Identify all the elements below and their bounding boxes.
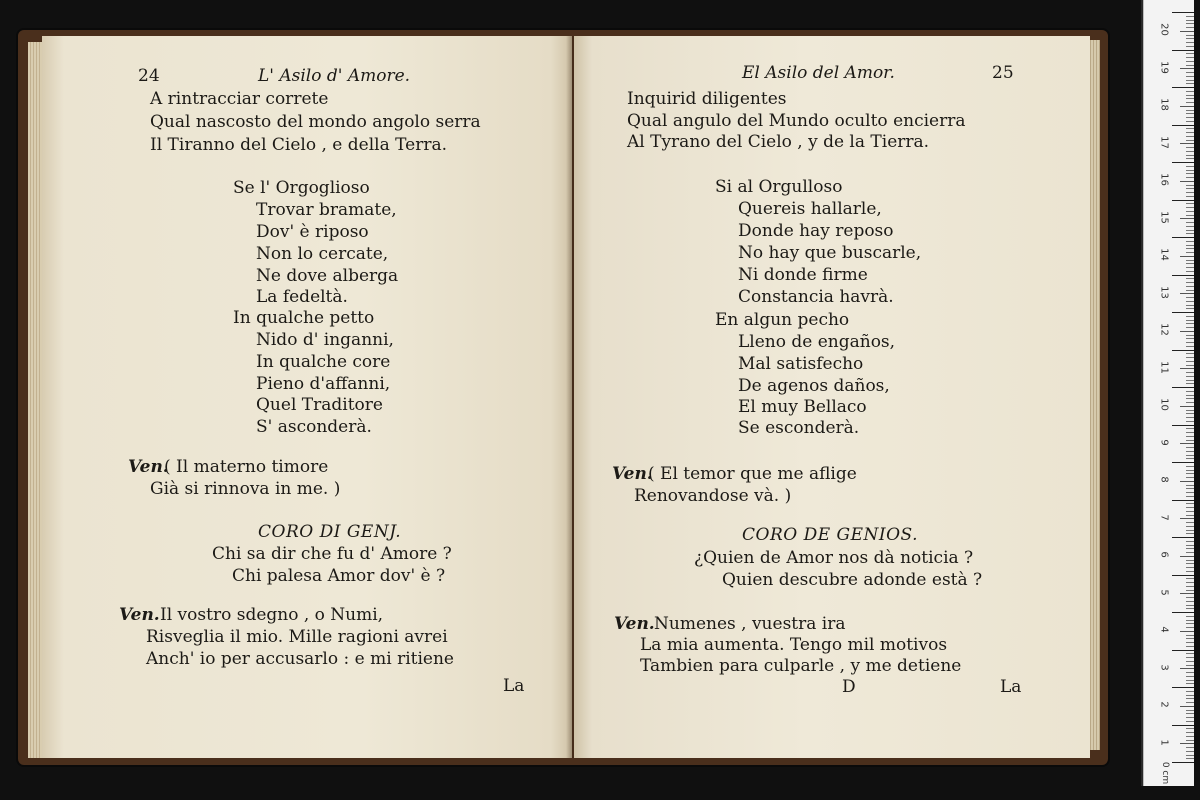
ruler-tick [1186, 110, 1194, 111]
right-page-number: 25 [992, 63, 1014, 83]
ruler-tick [1186, 383, 1194, 384]
ruler-tick [1180, 743, 1194, 744]
ruler-tick [1186, 530, 1194, 531]
ruler-tick [1186, 211, 1194, 212]
ruler-tick [1186, 526, 1194, 527]
ruler-tick [1186, 605, 1194, 606]
ruler-tick [1186, 601, 1194, 602]
ruler-number: 1 [1158, 738, 1170, 746]
ruler-number: 9 [1158, 438, 1170, 446]
ruler-number: 2 [1158, 701, 1170, 708]
ruler-tick [1172, 275, 1194, 276]
ruler-tick [1186, 698, 1194, 699]
ruler-tick [1186, 361, 1194, 362]
ruler-tick [1186, 590, 1194, 591]
verse-line: Lleno de engaños, [738, 332, 896, 352]
ruler-tick [1172, 87, 1194, 88]
ruler-tick [1186, 672, 1194, 673]
ruler-tick [1186, 695, 1194, 696]
ruler-tick [1186, 676, 1194, 677]
verse-line: La fedeltà. [256, 287, 348, 307]
ruler-tick [1186, 140, 1194, 141]
verse-line: Nido d' inganni, [256, 330, 394, 350]
ruler-tick [1186, 380, 1194, 381]
ruler-tick [1186, 196, 1194, 197]
ruler-tick [1186, 638, 1194, 639]
verse-line: Non lo cercate, [256, 244, 389, 264]
ruler-tick [1186, 560, 1194, 561]
ruler-tick [1186, 282, 1194, 283]
ruler-number: 18 [1158, 98, 1170, 111]
ruler-tick [1186, 713, 1194, 714]
ruler-tick [1186, 42, 1194, 43]
ruler-tick [1186, 563, 1194, 564]
ruler-tick [1186, 158, 1194, 159]
ruler-tick [1186, 683, 1194, 684]
ruler-number: 7 [1158, 513, 1170, 521]
left-page-number: 24 [138, 66, 160, 86]
speech-line: Risveglia il mio. Mille ragioni avrei [146, 627, 448, 647]
ruler-tick [1186, 458, 1194, 459]
ruler-tick [1186, 38, 1194, 39]
ruler-tick [1186, 507, 1194, 508]
ruler-tick [1186, 117, 1194, 118]
verse-line: Dov' è riposo [256, 222, 369, 242]
ruler-tick [1186, 338, 1194, 339]
ruler-tick [1186, 717, 1194, 718]
verse-line: Ni donde firme [738, 265, 868, 285]
ruler-tick [1180, 106, 1194, 107]
ruler-tick [1186, 215, 1194, 216]
ruler-tick [1186, 747, 1194, 748]
ruler-tick [1186, 207, 1194, 208]
ruler-tick [1180, 256, 1194, 257]
ruler-tick [1186, 691, 1194, 692]
chorus-title: CORO DI GENJ. [258, 522, 402, 542]
ruler-tick [1186, 402, 1194, 403]
ruler-tick [1186, 586, 1194, 587]
verse-line: Il Tiranno del Cielo , e della Terra. [150, 135, 447, 155]
ruler-tick [1172, 125, 1194, 126]
ruler-tick [1172, 162, 1194, 163]
ruler-tick [1186, 222, 1194, 223]
ruler-tick [1186, 263, 1194, 264]
ruler-tick [1186, 267, 1194, 268]
ruler-tick [1186, 417, 1194, 418]
chorus-line: Chi sa dir che fu d' Amore ? [212, 544, 452, 564]
ruler-tick [1186, 751, 1194, 752]
ruler-tick [1180, 443, 1194, 444]
ruler-tick [1186, 391, 1194, 392]
ruler-number: 4 [1158, 626, 1170, 633]
verse-line: Qual angulo del Mundo oculto encierra [627, 111, 966, 131]
ruler-number: 15 [1158, 210, 1170, 224]
speech-line: Renovandose và. ) [634, 486, 792, 506]
ruler-tick [1180, 68, 1194, 69]
verse-line: Quereis hallarle, [738, 199, 882, 219]
ruler-tick [1186, 230, 1194, 231]
ruler-tick [1186, 23, 1194, 24]
ruler-tick [1186, 132, 1194, 133]
ruler-tick [1180, 556, 1194, 557]
ruler-tick [1186, 567, 1194, 568]
ruler-number: 10 [1158, 398, 1170, 411]
ruler-tick [1186, 245, 1194, 246]
ruler-tick [1186, 758, 1194, 759]
ruler-tick [1186, 623, 1194, 624]
ruler-tick [1186, 755, 1194, 756]
ruler-tick [1186, 477, 1194, 478]
ruler-tick [1186, 27, 1194, 28]
ruler-tick [1186, 597, 1194, 598]
ruler-tick [1186, 665, 1194, 666]
measurement-ruler [1143, 0, 1194, 786]
ruler-number: 17 [1158, 135, 1170, 149]
ruler-tick [1186, 432, 1194, 433]
ruler-tick [1180, 668, 1194, 669]
ruler-tick [1186, 308, 1194, 309]
ruler-number: 14 [1158, 248, 1170, 261]
ruler-tick [1186, 188, 1194, 189]
ruler-tick [1172, 650, 1194, 651]
verse-line: S' asconderà. [256, 417, 372, 437]
ruler-tick [1180, 481, 1194, 482]
verse-line: Al Tyrano del Cielo , y de la Tierra. [627, 132, 930, 152]
ruler-tick [1186, 616, 1194, 617]
catchword: La [1000, 677, 1022, 697]
verse-line: Trovar bramate, [256, 200, 397, 220]
ruler-tick [1186, 721, 1194, 722]
ruler-tick [1186, 95, 1194, 96]
ruler-tick [1186, 166, 1194, 167]
ruler-tick [1186, 365, 1194, 366]
left-running-title: L' Asilo d' Amore. [258, 66, 411, 86]
ruler-tick [1186, 80, 1194, 81]
ruler-tick [1186, 35, 1194, 36]
ruler-tick [1186, 346, 1194, 347]
ruler-tick [1172, 725, 1194, 726]
ruler-tick [1186, 278, 1194, 279]
ruler-number: 19 [1158, 60, 1170, 74]
speaker-label: Ven. [612, 464, 653, 484]
ruler-tick [1186, 57, 1194, 58]
ruler-tick [1186, 61, 1194, 62]
verse-line: No hay que buscarle, [738, 243, 922, 263]
ruler-tick [1186, 608, 1194, 609]
chorus-line: ¿Quien de Amor nos dà noticia ? [694, 548, 974, 568]
ruler-tick [1186, 102, 1194, 103]
ruler-tick [1186, 286, 1194, 287]
ruler-tick [1186, 503, 1194, 504]
ruler-tick [1180, 31, 1194, 32]
verse-line: Qual nascosto del mondo angolo serra [150, 112, 481, 132]
verse-line: En algun pecho [715, 310, 850, 330]
ruler-tick [1172, 687, 1194, 688]
ruler-tick [1186, 342, 1194, 343]
ruler-tick [1180, 331, 1194, 332]
ruler-tick [1186, 421, 1194, 422]
ruler-tick [1172, 237, 1194, 238]
speech-line: Il vostro sdegno , o Numi, [160, 605, 384, 625]
ruler-tick [1172, 50, 1194, 51]
ruler-tick [1186, 136, 1194, 137]
ruler-tick [1186, 646, 1194, 647]
ruler-number: 12 [1158, 323, 1170, 336]
ruler-tick [1180, 518, 1194, 519]
ruler-tick [1172, 350, 1194, 351]
verse-line: Pieno d'affanni, [256, 374, 391, 394]
verse-line: In qualche petto [233, 308, 375, 328]
ruler-tick [1186, 702, 1194, 703]
ruler-tick [1186, 485, 1194, 486]
ruler-tick [1186, 522, 1194, 523]
ruler-tick [1180, 143, 1194, 144]
ruler-tick [1172, 200, 1194, 201]
ruler-tick [1172, 387, 1194, 388]
ruler-tick [1180, 293, 1194, 294]
ruler-tick [1186, 740, 1194, 741]
chorus-line: Chi palesa Amor dov' è ? [232, 566, 446, 586]
speech-line: ( Il materno timore [164, 457, 329, 477]
ruler-tick [1186, 65, 1194, 66]
ruler-tick [1186, 155, 1194, 156]
ruler-tick [1186, 20, 1194, 21]
verse-line: Si al Orgulloso [715, 177, 843, 197]
ruler-number: 20 [1158, 23, 1170, 36]
ruler-tick [1186, 233, 1194, 234]
chorus-title: CORO DE GENIOS. [742, 525, 918, 545]
ruler-tick [1186, 496, 1194, 497]
ruler-tick [1186, 627, 1194, 628]
ruler-tick [1172, 500, 1194, 501]
ruler-tick [1186, 203, 1194, 204]
ruler-tick [1186, 335, 1194, 336]
ruler-number: 13 [1158, 285, 1170, 299]
verse-line: Donde hay reposo [738, 221, 894, 241]
speech-line: La mia aumenta. Tengo mil motivos [640, 635, 948, 655]
ruler-tick [1186, 72, 1194, 73]
ruler-tick [1186, 316, 1194, 317]
ruler-tick [1186, 440, 1194, 441]
ruler-tick [1186, 327, 1194, 328]
ruler-tick [1186, 290, 1194, 291]
ruler-tick [1186, 91, 1194, 92]
ruler-tick [1172, 537, 1194, 538]
ruler-tick [1186, 578, 1194, 579]
ruler-tick [1186, 548, 1194, 549]
verse-line: Inquirid diligentes [627, 89, 787, 109]
ruler-tick [1186, 455, 1194, 456]
ruler-tick [1172, 312, 1194, 313]
ruler-tick [1186, 353, 1194, 354]
verse-line: De agenos daños, [738, 376, 890, 396]
verse-line: A rintracciar correte [150, 89, 329, 109]
ruler-tick [1186, 545, 1194, 546]
speech-line: Numenes , vuestra ira [654, 614, 846, 634]
ruler-tick [1186, 248, 1194, 249]
ruler-tick [1186, 533, 1194, 534]
ruler-tick [1172, 462, 1194, 463]
ruler-tick [1180, 368, 1194, 369]
ruler-tick [1186, 511, 1194, 512]
speaker-label: Ven. [128, 457, 169, 477]
verse-line: Se l' Orgoglioso [233, 178, 370, 198]
ruler-tick [1186, 552, 1194, 553]
ruler-tick [1186, 470, 1194, 471]
ruler-tick [1186, 728, 1194, 729]
ruler-tick [1186, 620, 1194, 621]
speaker-label: Ven. [614, 614, 655, 634]
ruler-tick [1172, 425, 1194, 426]
ruler-tick [1186, 398, 1194, 399]
speech-line: Anch' io per accusarlo : e mi ritiene [146, 649, 454, 669]
ruler-tick [1186, 680, 1194, 681]
ruler-tick [1186, 571, 1194, 572]
ruler-tick [1186, 16, 1194, 17]
catchword: La [503, 676, 525, 696]
ruler-tick [1180, 406, 1194, 407]
ruler-tick [1186, 241, 1194, 242]
ruler-tick [1172, 762, 1194, 763]
ruler-tick [1186, 177, 1194, 178]
ruler-tick [1180, 218, 1194, 219]
ruler-tick [1186, 297, 1194, 298]
ruler-unit-label: 0 cm [1160, 761, 1171, 785]
ruler-tick [1186, 83, 1194, 84]
ruler-tick [1180, 181, 1194, 182]
ruler-tick [1180, 593, 1194, 594]
ruler-number: 8 [1158, 476, 1170, 483]
ruler-number: 11 [1158, 360, 1170, 374]
ruler-tick [1186, 473, 1194, 474]
speech-line: Già si rinnova in me. ) [150, 479, 341, 499]
ruler-tick [1186, 252, 1194, 253]
ruler-tick [1186, 488, 1194, 489]
ruler-tick [1186, 357, 1194, 358]
ruler-tick [1186, 260, 1194, 261]
ruler-tick [1186, 301, 1194, 302]
ruler-tick [1186, 657, 1194, 658]
ruler-tick [1186, 515, 1194, 516]
ruler-tick [1180, 706, 1194, 707]
ruler-number: 6 [1158, 551, 1170, 558]
signature-mark: D [842, 677, 856, 697]
verse-line: Mal satisfecho [738, 354, 864, 374]
ruler-tick [1172, 575, 1194, 576]
ruler-tick [1172, 12, 1194, 13]
ruler-tick [1186, 170, 1194, 171]
ruler-tick [1186, 226, 1194, 227]
ruler-tick [1186, 53, 1194, 54]
ruler-tick [1186, 582, 1194, 583]
ruler-tick [1186, 428, 1194, 429]
verse-line: In qualche core [256, 352, 391, 372]
ruler-tick [1186, 642, 1194, 643]
ruler-tick [1186, 661, 1194, 662]
verse-line: Quel Traditore [256, 395, 383, 415]
ruler-tick [1186, 410, 1194, 411]
ruler-tick [1186, 128, 1194, 129]
ruler-tick [1186, 395, 1194, 396]
ruler-tick [1186, 98, 1194, 99]
right-running-title: El Asilo del Amor. [742, 63, 895, 83]
ruler-tick [1186, 635, 1194, 636]
ruler-tick [1186, 372, 1194, 373]
ruler-tick [1180, 631, 1194, 632]
ruler-number: 5 [1158, 588, 1170, 596]
ruler-tick [1186, 121, 1194, 122]
ruler-tick [1186, 466, 1194, 467]
ruler-tick [1186, 492, 1194, 493]
ruler-tick [1186, 447, 1194, 448]
verse-line: Se esconderà. [738, 418, 860, 438]
ruler-tick [1186, 76, 1194, 77]
ruler-tick [1186, 151, 1194, 152]
ruler-tick [1186, 710, 1194, 711]
ruler-tick [1186, 413, 1194, 414]
chorus-line: Quien descubre adonde està ? [722, 570, 983, 590]
ruler-tick [1186, 732, 1194, 733]
ruler-tick [1172, 612, 1194, 613]
speaker-label: Ven. [119, 605, 160, 625]
verse-line: Constancia havrà. [738, 287, 894, 307]
ruler-tick [1186, 192, 1194, 193]
ruler-tick [1186, 147, 1194, 148]
verse-line: Ne dove alberga [256, 266, 399, 286]
ruler-tick [1186, 320, 1194, 321]
ruler-tick [1186, 271, 1194, 272]
ruler-tick [1186, 376, 1194, 377]
speech-line: ( El temor que me aflige [648, 464, 857, 484]
ruler-tick [1186, 305, 1194, 306]
verse-line: El muy Bellaco [738, 397, 867, 417]
ruler-tick [1186, 541, 1194, 542]
ruler-tick [1186, 323, 1194, 324]
speech-line: Tambien para culparle , y me detiene [640, 656, 962, 676]
ruler-tick [1186, 451, 1194, 452]
ruler-tick [1186, 736, 1194, 737]
ruler-tick [1186, 436, 1194, 437]
ruler-tick [1186, 185, 1194, 186]
ruler-number: 16 [1158, 173, 1170, 186]
ruler-tick [1186, 46, 1194, 47]
ruler-tick [1186, 173, 1194, 174]
ruler-number: 3 [1158, 663, 1170, 671]
ruler-tick [1186, 653, 1194, 654]
ruler-tick [1186, 113, 1194, 114]
